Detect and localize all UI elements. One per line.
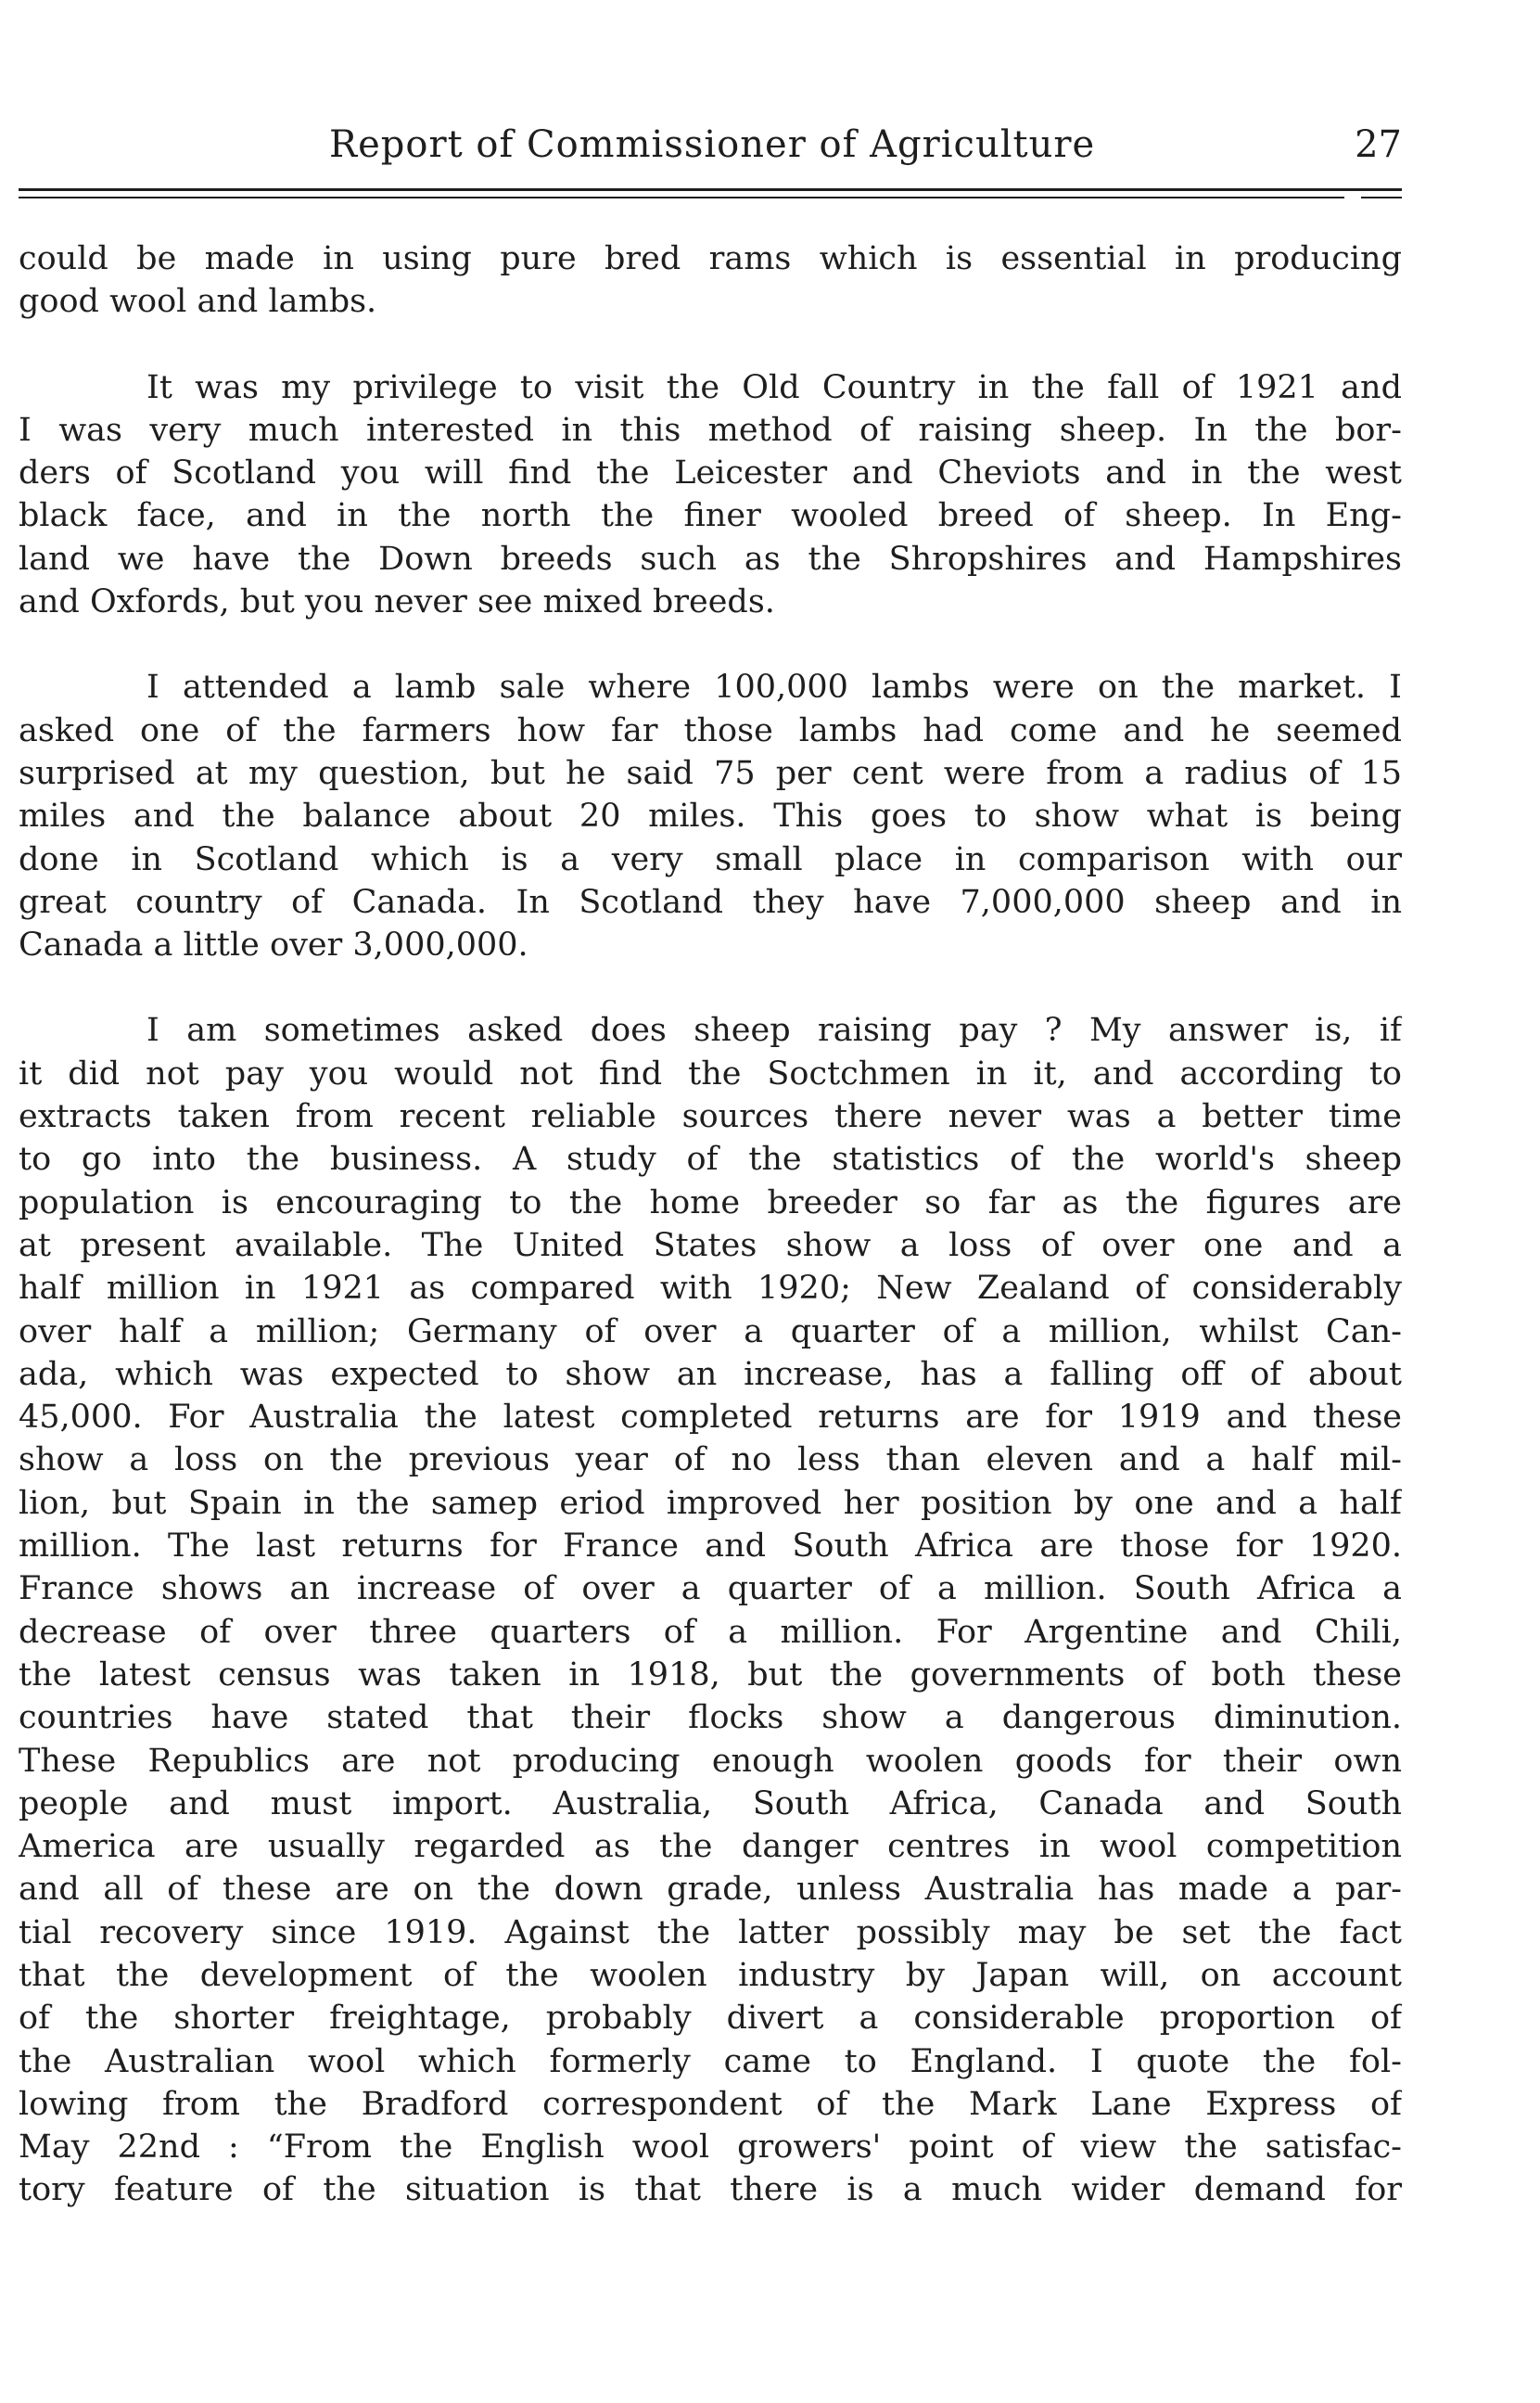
text-line: Canada a little over 3,000,000. [19,927,528,965]
text-line: half million in 1921 as compared with 1920; New Zealand of considerably [19,1270,1402,1308]
text-line: ada, which was expected to show an increase, has a falling off of about [19,1355,1402,1393]
text-line: ders of Scotland you will find the Leicester and Cheviots and in the west [19,454,1402,492]
text-line: I was very much interested in this method of raising sheep. In the bor- [19,411,1402,449]
running-head [19,119,1402,174]
page-number: 27 [1355,123,1402,166]
paragraph [19,1009,1402,2211]
text-line: to go into the business. A study of the statistics of the world's sheep [19,1141,1402,1179]
body-text [19,237,1402,2212]
text-line: miles and the balance about 20 miles. This goes to show what is being [19,798,1402,836]
text-line: asked one of the farmers how far those lambs had come and he seemed [19,711,1402,749]
text-line: I am sometimes asked does sheep raising pay ? My answer is, if [146,1012,1402,1050]
header-rule-bottom [19,197,1344,198]
text-line: tory feature of the situation is that there is a much wider demand for [19,2171,1402,2209]
text-line: great country of Canada. In Scotland they have 7,000,000 sheep and in [19,883,1402,921]
text-line: America are usually regarded as the danger centres in wool competition [19,1828,1402,1866]
text-line: 45,000. For Australia the latest completed returns are for 1919 and these [19,1399,1402,1437]
paragraph [19,366,1402,624]
text-line: done in Scotland which is a very small place in comparison with our [19,840,1402,878]
text-line: countries have stated that their flocks show a dangerous diminution. [19,1699,1402,1737]
text-line: people and must import. Australia, South Africa, Canada and South [19,1784,1402,1822]
text-line: lion, but Spain in the samep eriod improved her position by one and a half [19,1484,1402,1522]
text-line: and Oxfords, but you never see mixed breeds. [19,583,775,621]
text-line: These Republics are not producing enough woolen goods for their own [19,1742,1402,1780]
text-line: it did not pay you would not find the Soctchmen in it, and according to [19,1055,1402,1093]
text-line: lowing from the Bradford correspondent of the Mark Lane Express of [19,2085,1402,2123]
text-line: extracts taken from recent reliable sources there never was a better time [19,1098,1402,1136]
header-rule-bottom-end [1361,197,1402,198]
text-line: of the shorter freightage, probably divert a considerable proportion of [19,2000,1402,2038]
text-line: at present available. The United States show a loss of over one and a [19,1226,1402,1264]
text-line: May 22nd : “From the English wool growers' point of view the satisfac- [19,2128,1402,2167]
paragraph [19,237,1402,324]
text-line: surprised at my question, but he said 75 per cent were from a radius of 15 [19,754,1402,792]
text-line: good wool and lambs. [19,283,377,321]
text-line: I attended a lamb sale where 100,000 lambs were on the market. I [146,669,1402,707]
text-line: could be made in using pure bred rams which is essential in producing [19,240,1402,277]
text-line: the Australian wool which formerly came to England. I quote the fol- [19,2042,1402,2080]
text-line: million. The last returns for France and South Africa are those for 1920. [19,1527,1402,1566]
text-line: land we have the Down breeds such as the Shropshires and Hampshires [19,540,1402,578]
text-line: tial recovery since 1919. Against the latter possibly may be set the fact [19,1913,1402,1951]
header-rule-top [19,188,1402,191]
running-title: Report of Commissioner of Agriculture [329,123,1096,166]
text-line: France shows an increase of over a quarter of a million. South Africa a [19,1570,1402,1608]
text-line: the latest census was taken in 1918, but the governments of both these [19,1655,1402,1694]
text-line: and all of these are on the down grade, unless Australia has made a par- [19,1871,1402,1909]
text-line: It was my privilege to visit the Old Country in the fall of 1921 and [146,368,1402,406]
text-line: over half a million; Germany of over a quarter of a million, whilst Can- [19,1312,1402,1350]
paragraph [19,666,1402,966]
text-line: show a loss on the previous year of no less than eleven and a half mil- [19,1441,1402,1479]
text-line: that the development of the woolen industry by Japan will, on account [19,1956,1402,1994]
text-line: black face, and in the north the finer wooled breed of sheep. In Eng- [19,497,1402,535]
text-line: decrease of over three quarters of a million. For Argentine and Chili, [19,1613,1402,1651]
text-line: population is encouraging to the home breeder so far as the figures are [19,1183,1402,1221]
